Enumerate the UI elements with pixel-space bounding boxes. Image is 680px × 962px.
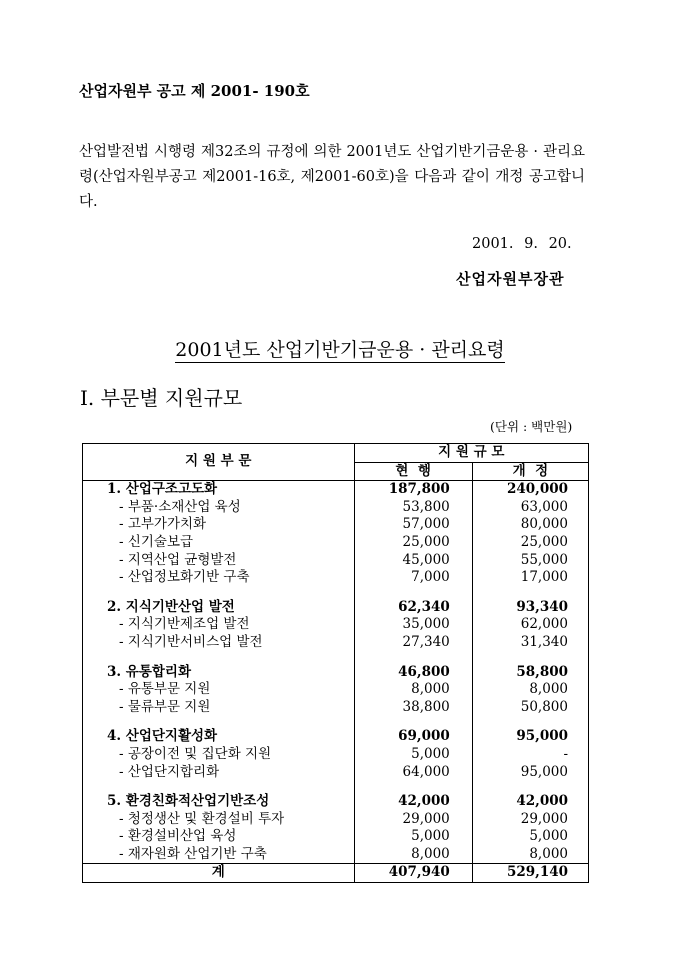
category-row-current-value: 187,800: [354, 481, 472, 499]
spacer-row: [83, 781, 589, 793]
item-row-label: - 지식기반서비스업 발전: [119, 633, 263, 650]
item-row: [83, 846, 589, 864]
header-scale: 지 원 규 모: [354, 444, 588, 463]
item-row: [83, 552, 589, 570]
category-row-current-value: 62,340: [354, 599, 472, 617]
total-row-label: 계: [83, 864, 355, 883]
item-row: [83, 499, 589, 517]
category-row-label: 4. 산업단지활성화: [107, 728, 218, 745]
item-row-revised-value: 25,000: [472, 534, 588, 552]
item-row-current-value: 38,800: [354, 699, 472, 717]
category-row-revised-value: 58,800: [472, 664, 588, 682]
category-row-current-value: 46,800: [354, 664, 472, 682]
unit-label: (단위 : 백만원): [490, 419, 573, 434]
category-row: [83, 793, 589, 811]
spacer-row-label: [83, 781, 355, 793]
spacer-row: [83, 716, 589, 728]
item-row-current-value: 8,000: [354, 681, 472, 699]
support-scale-table: [82, 443, 589, 883]
item-row-label: - 산업단지합리화: [119, 763, 220, 780]
item-row-label: - 부품·소재산업 육성: [119, 498, 241, 515]
total-row-current-value: 407,940: [354, 864, 472, 883]
category-row-label: 1. 산업구조고도화: [107, 481, 218, 498]
item-row-current-value: 53,800: [354, 499, 472, 517]
spacer-row: [83, 652, 589, 664]
category-row: [83, 481, 589, 499]
item-row-label: - 공장이전 및 집단화 지원: [119, 745, 272, 762]
item-row-revised-value: 29,000: [472, 811, 588, 829]
item-row-revised-value: 17,000: [472, 569, 588, 587]
item-row: [83, 746, 589, 764]
total-row-revised-value: 529,140: [472, 864, 588, 883]
category-row: [83, 664, 589, 682]
category-row-revised-value: 93,340: [472, 599, 588, 617]
item-row-label: - 유통부문 지원: [119, 681, 211, 698]
table-header-row: [83, 444, 589, 463]
item-row-label: - 고부가가치화: [119, 516, 207, 533]
document-title: [0, 335, 680, 362]
item-row-current-value: 8,000: [354, 846, 472, 864]
item-row-label: - 물류부문 지원: [119, 698, 211, 715]
spacer-row-revised-value: [472, 716, 588, 728]
section-title: Ⅰ. 부문별 지원규모: [80, 386, 243, 410]
item-row-current-value: 57,000: [354, 516, 472, 534]
category-row-label: 3. 유통합리화: [107, 663, 191, 680]
spacer-row-revised-value: [472, 652, 588, 664]
issuer-signature: 산업자원부장관: [456, 270, 565, 288]
spacer-row-current-value: [354, 781, 472, 793]
item-row-label: - 재자원화 산업기반 구축: [119, 845, 267, 862]
item-row-revised-value: 5,000: [472, 828, 588, 846]
item-row-revised-value: 63,000: [472, 499, 588, 517]
spacer-row-current-value: [354, 587, 472, 599]
category-row-revised-value: 95,000: [472, 728, 588, 746]
spacer-row-label: [83, 587, 355, 599]
header-revised: 개 정: [472, 462, 588, 481]
category-row-current-value: 42,000: [354, 793, 472, 811]
body-paragraph: 산업발전법 시행령 제32조의 규정에 의한 2001년도 산업기반기금운용 · 관리요령(산업자원부공고 제2001-16호, 제2001-60호)을 다음과 같이 개정 공고합니다.: [79, 144, 585, 210]
item-row-label: - 지역산업 균형발전: [119, 551, 237, 568]
item-row: [83, 681, 589, 699]
item-row-current-value: 29,000: [354, 811, 472, 829]
item-row: [83, 764, 589, 782]
item-row: [83, 828, 589, 846]
notice-date: 2001. 9. 20.: [472, 236, 572, 252]
spacer-row-label: [83, 716, 355, 728]
item-row: [83, 811, 589, 829]
item-row: [83, 616, 589, 634]
category-row-current-value: 69,000: [354, 728, 472, 746]
item-row-current-value: 7,000: [354, 569, 472, 587]
item-row-revised-value: 80,000: [472, 516, 588, 534]
item-row: [83, 634, 589, 652]
item-row-revised-value: 31,340: [472, 634, 588, 652]
item-row-current-value: 45,000: [354, 552, 472, 570]
item-row-current-value: 5,000: [354, 828, 472, 846]
spacer-row-current-value: [354, 716, 472, 728]
spacer-row-revised-value: [472, 781, 588, 793]
spacer-row-label: [83, 652, 355, 664]
item-row-revised-value: 95,000: [472, 764, 588, 782]
item-row-current-value: 64,000: [354, 764, 472, 782]
item-row-label: - 지식기반제조업 발전: [119, 616, 250, 633]
category-row-label: 5. 환경친화적산업기반조성: [107, 793, 270, 810]
item-row-label: - 환경설비산업 육성: [119, 828, 237, 845]
spacer-row-current-value: [354, 652, 472, 664]
notice-number: 산업자원부 공고 제 2001- 190호: [79, 82, 310, 100]
item-row: [83, 699, 589, 717]
item-row-revised-value: -: [472, 746, 588, 764]
spacer-row-revised-value: [472, 587, 588, 599]
category-row: [83, 728, 589, 746]
item-row-revised-value: 55,000: [472, 552, 588, 570]
total-row: [83, 864, 589, 883]
item-row-revised-value: 50,800: [472, 699, 588, 717]
category-row-revised-value: 42,000: [472, 793, 588, 811]
category-row: [83, 599, 589, 617]
item-row-label: - 신기술보급: [119, 533, 194, 550]
header-current: 현 행: [354, 462, 472, 481]
document-title-text: 2001년도 산업기반기금운용 · 관리요령: [175, 339, 505, 361]
item-row: [83, 569, 589, 587]
item-row-current-value: 35,000: [354, 616, 472, 634]
item-row-label: - 청정생산 및 환경설비 투자: [119, 810, 285, 827]
category-row-label: 2. 지식기반산업 발전: [107, 598, 235, 615]
item-row-label: - 산업정보화기반 구축: [119, 569, 250, 586]
item-row-current-value: 27,340: [354, 634, 472, 652]
item-row-revised-value: 8,000: [472, 846, 588, 864]
item-row-current-value: 25,000: [354, 534, 472, 552]
spacer-row: [83, 587, 589, 599]
category-row-revised-value: 240,000: [472, 481, 588, 499]
item-row: [83, 516, 589, 534]
item-row-revised-value: 8,000: [472, 681, 588, 699]
item-row-current-value: 5,000: [354, 746, 472, 764]
item-row-revised-value: 62,000: [472, 616, 588, 634]
header-sector: 지 원 부 문: [83, 444, 355, 481]
item-row: [83, 534, 589, 552]
